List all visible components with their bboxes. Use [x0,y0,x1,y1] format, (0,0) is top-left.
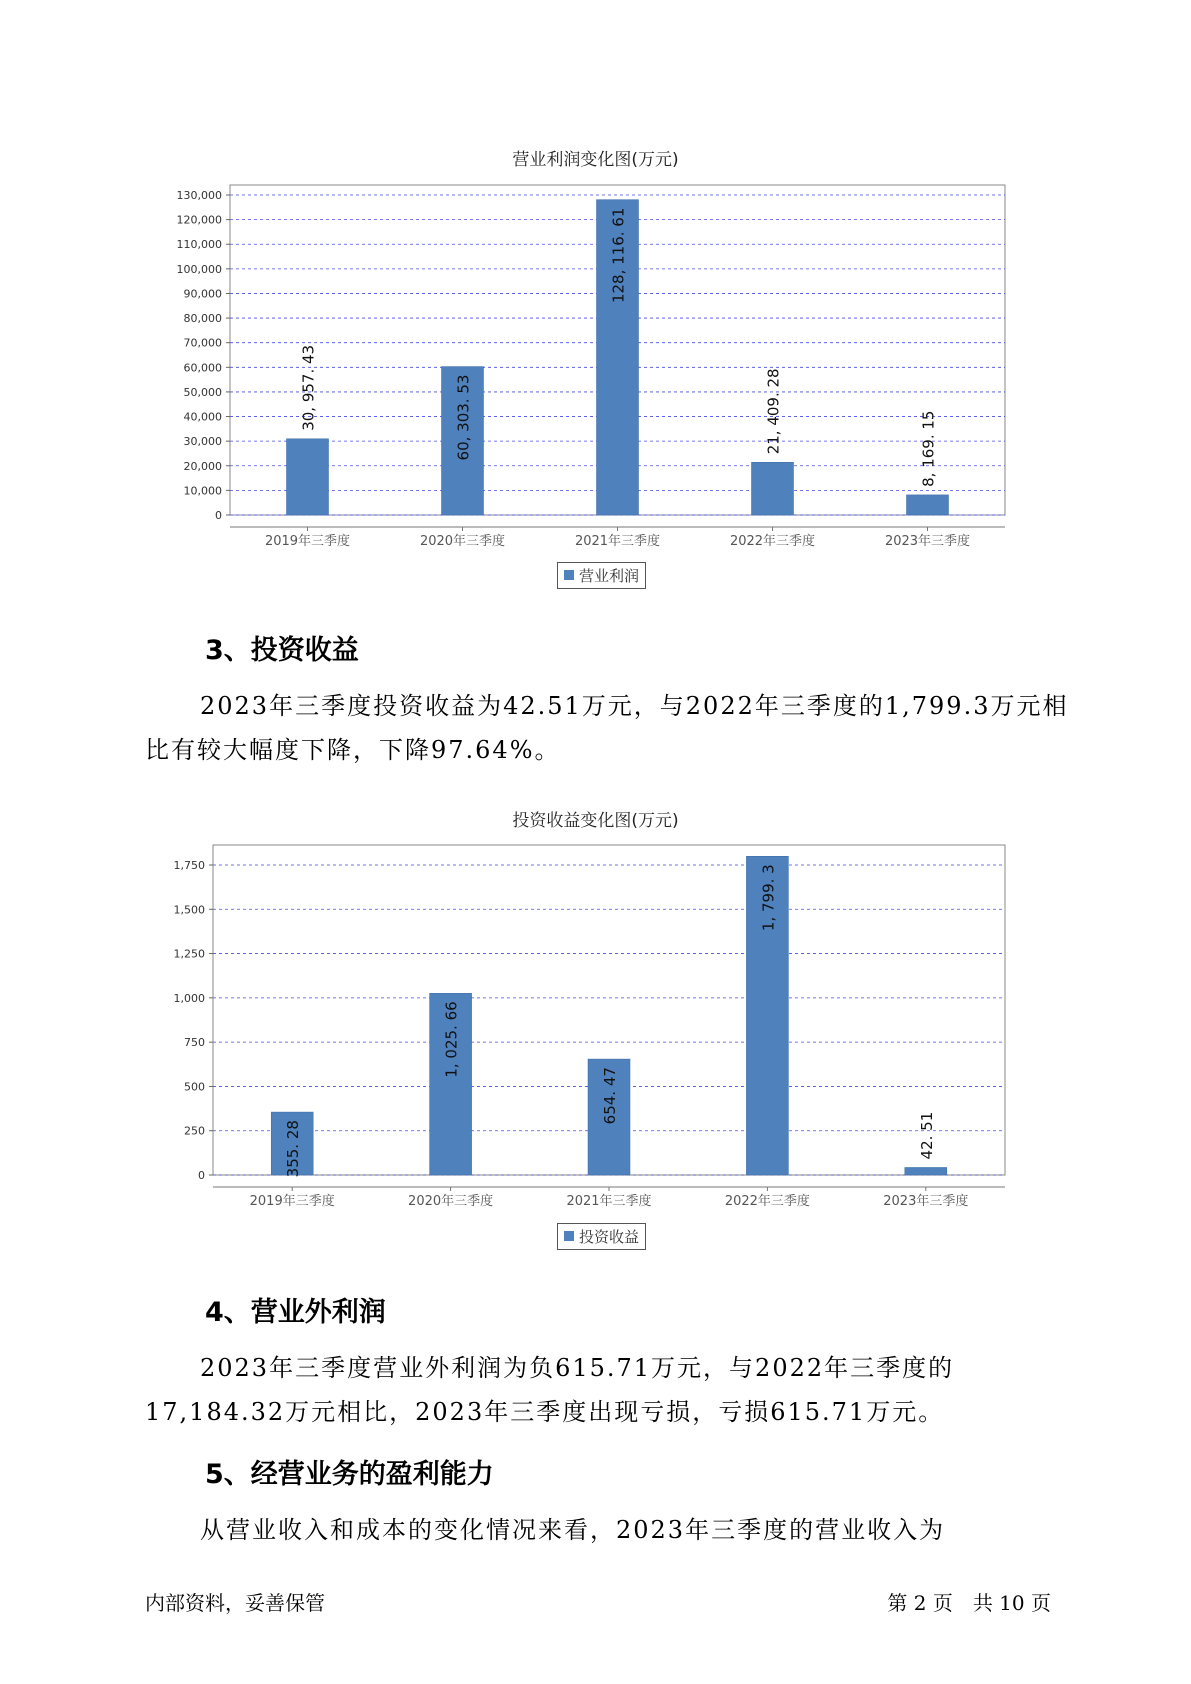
y-tick-label: 70,000 [183,336,222,350]
bar-value-label: 128, 116. 61 [609,207,628,304]
section-paragraph-profitability: 从营业收入和成本的变化情况来看，2023年三季度的营业收入为 [200,1516,946,1544]
y-tick-label: 30,000 [183,435,222,449]
bar-value-label: 21, 409. 28 [764,368,783,455]
y-tick-label: 250 [184,1124,205,1138]
bar-value-label: 42. 51 [917,1111,936,1160]
y-tick-label: 1,750 [173,859,205,872]
bar-value-label: 1, 799. 3 [759,864,778,932]
section-heading-non-operating-profit: 4、营业外利润 [205,1297,386,1328]
bar-value-label: 355. 28 [284,1120,303,1178]
footer-page-number: 第 2 页 共 10 页 [887,1591,1051,1615]
y-tick-label: 110,000 [176,238,222,252]
y-tick-label: 1,000 [173,991,205,1005]
y-tick-label: 0 [198,1169,205,1182]
chart-title-operating-profit: 营业利润变化图(万元) [512,150,679,170]
bar [905,1167,947,1175]
legend-swatch [564,570,574,580]
bar-value-label: 654. 47 [601,1067,619,1125]
x-category-label: 2023年三季度 [883,1194,969,1209]
bar-value-label: 8, 169. 15 [919,410,938,487]
section-heading-investment-income: 3、投资收益 [205,635,359,666]
x-category-label: 2019年三季度 [249,1194,335,1209]
x-category-label: 2023年三季度 [884,534,971,549]
section-paragraph-investment-income: 2023年三季度投资收益为42.51万元，与2022年三季度的1,799.3万元相比有较大幅度下降，下降97.64%。 [145,692,1069,764]
y-tick-label: 120,000 [176,213,222,227]
operating-profit-chart [0,180,1191,555]
y-tick-label: 80,000 [183,312,222,326]
x-category-label: 2022年三季度 [729,534,816,549]
y-tick-label: 1,500 [173,903,205,917]
x-category-label: 2021年三季度 [566,1194,652,1209]
legend-swatch [564,1231,574,1241]
y-tick-label: 0 [215,509,222,522]
chart-legend-operating-profit [557,562,646,589]
y-tick-label: 130,000 [176,189,222,202]
legend-label: 营业利润 [579,567,640,585]
x-category-label: 2019年三季度 [264,534,351,549]
x-category-label: 2022年三季度 [724,1194,810,1209]
footer-confidential-note: 内部资料，妥善保管 [145,1591,325,1615]
y-tick-label: 60,000 [183,361,222,375]
bar-value-label: 60, 303. 53 [454,374,473,461]
bar [752,462,794,515]
chart-title-investment-income: 投资收益变化图(万元) [512,811,679,831]
y-tick-label: 90,000 [183,287,222,301]
x-category-label: 2020年三季度 [419,534,506,549]
y-tick-label: 10,000 [183,484,222,498]
bar-value-label: 1, 025. 66 [442,1001,461,1078]
y-tick-label: 50,000 [183,385,222,399]
section-paragraph-non-operating-profit: 2023年三季度营业外利润为负615.71万元，与2022年三季度的17,184.32万元相比，2023年三季度出现亏损，亏损615.71万元。 [145,1354,955,1426]
bar-value-label: 30, 957. 43 [299,344,318,431]
x-category-label: 2020年三季度 [408,1194,494,1209]
x-category-label: 2021年三季度 [574,534,661,549]
chart-legend-investment-income [557,1223,646,1250]
investment-income-chart [0,840,1191,1215]
y-tick-label: 500 [184,1080,205,1094]
y-tick-label: 750 [184,1036,205,1050]
section-heading-profitability: 5、经营业务的盈利能力 [205,1459,494,1490]
y-tick-label: 20,000 [183,459,222,473]
y-tick-label: 100,000 [176,262,222,276]
legend-label: 投资收益 [579,1228,640,1246]
y-tick-label: 40,000 [183,410,222,424]
bar [907,495,949,515]
bar [287,439,329,515]
y-tick-label: 1,250 [173,947,205,961]
